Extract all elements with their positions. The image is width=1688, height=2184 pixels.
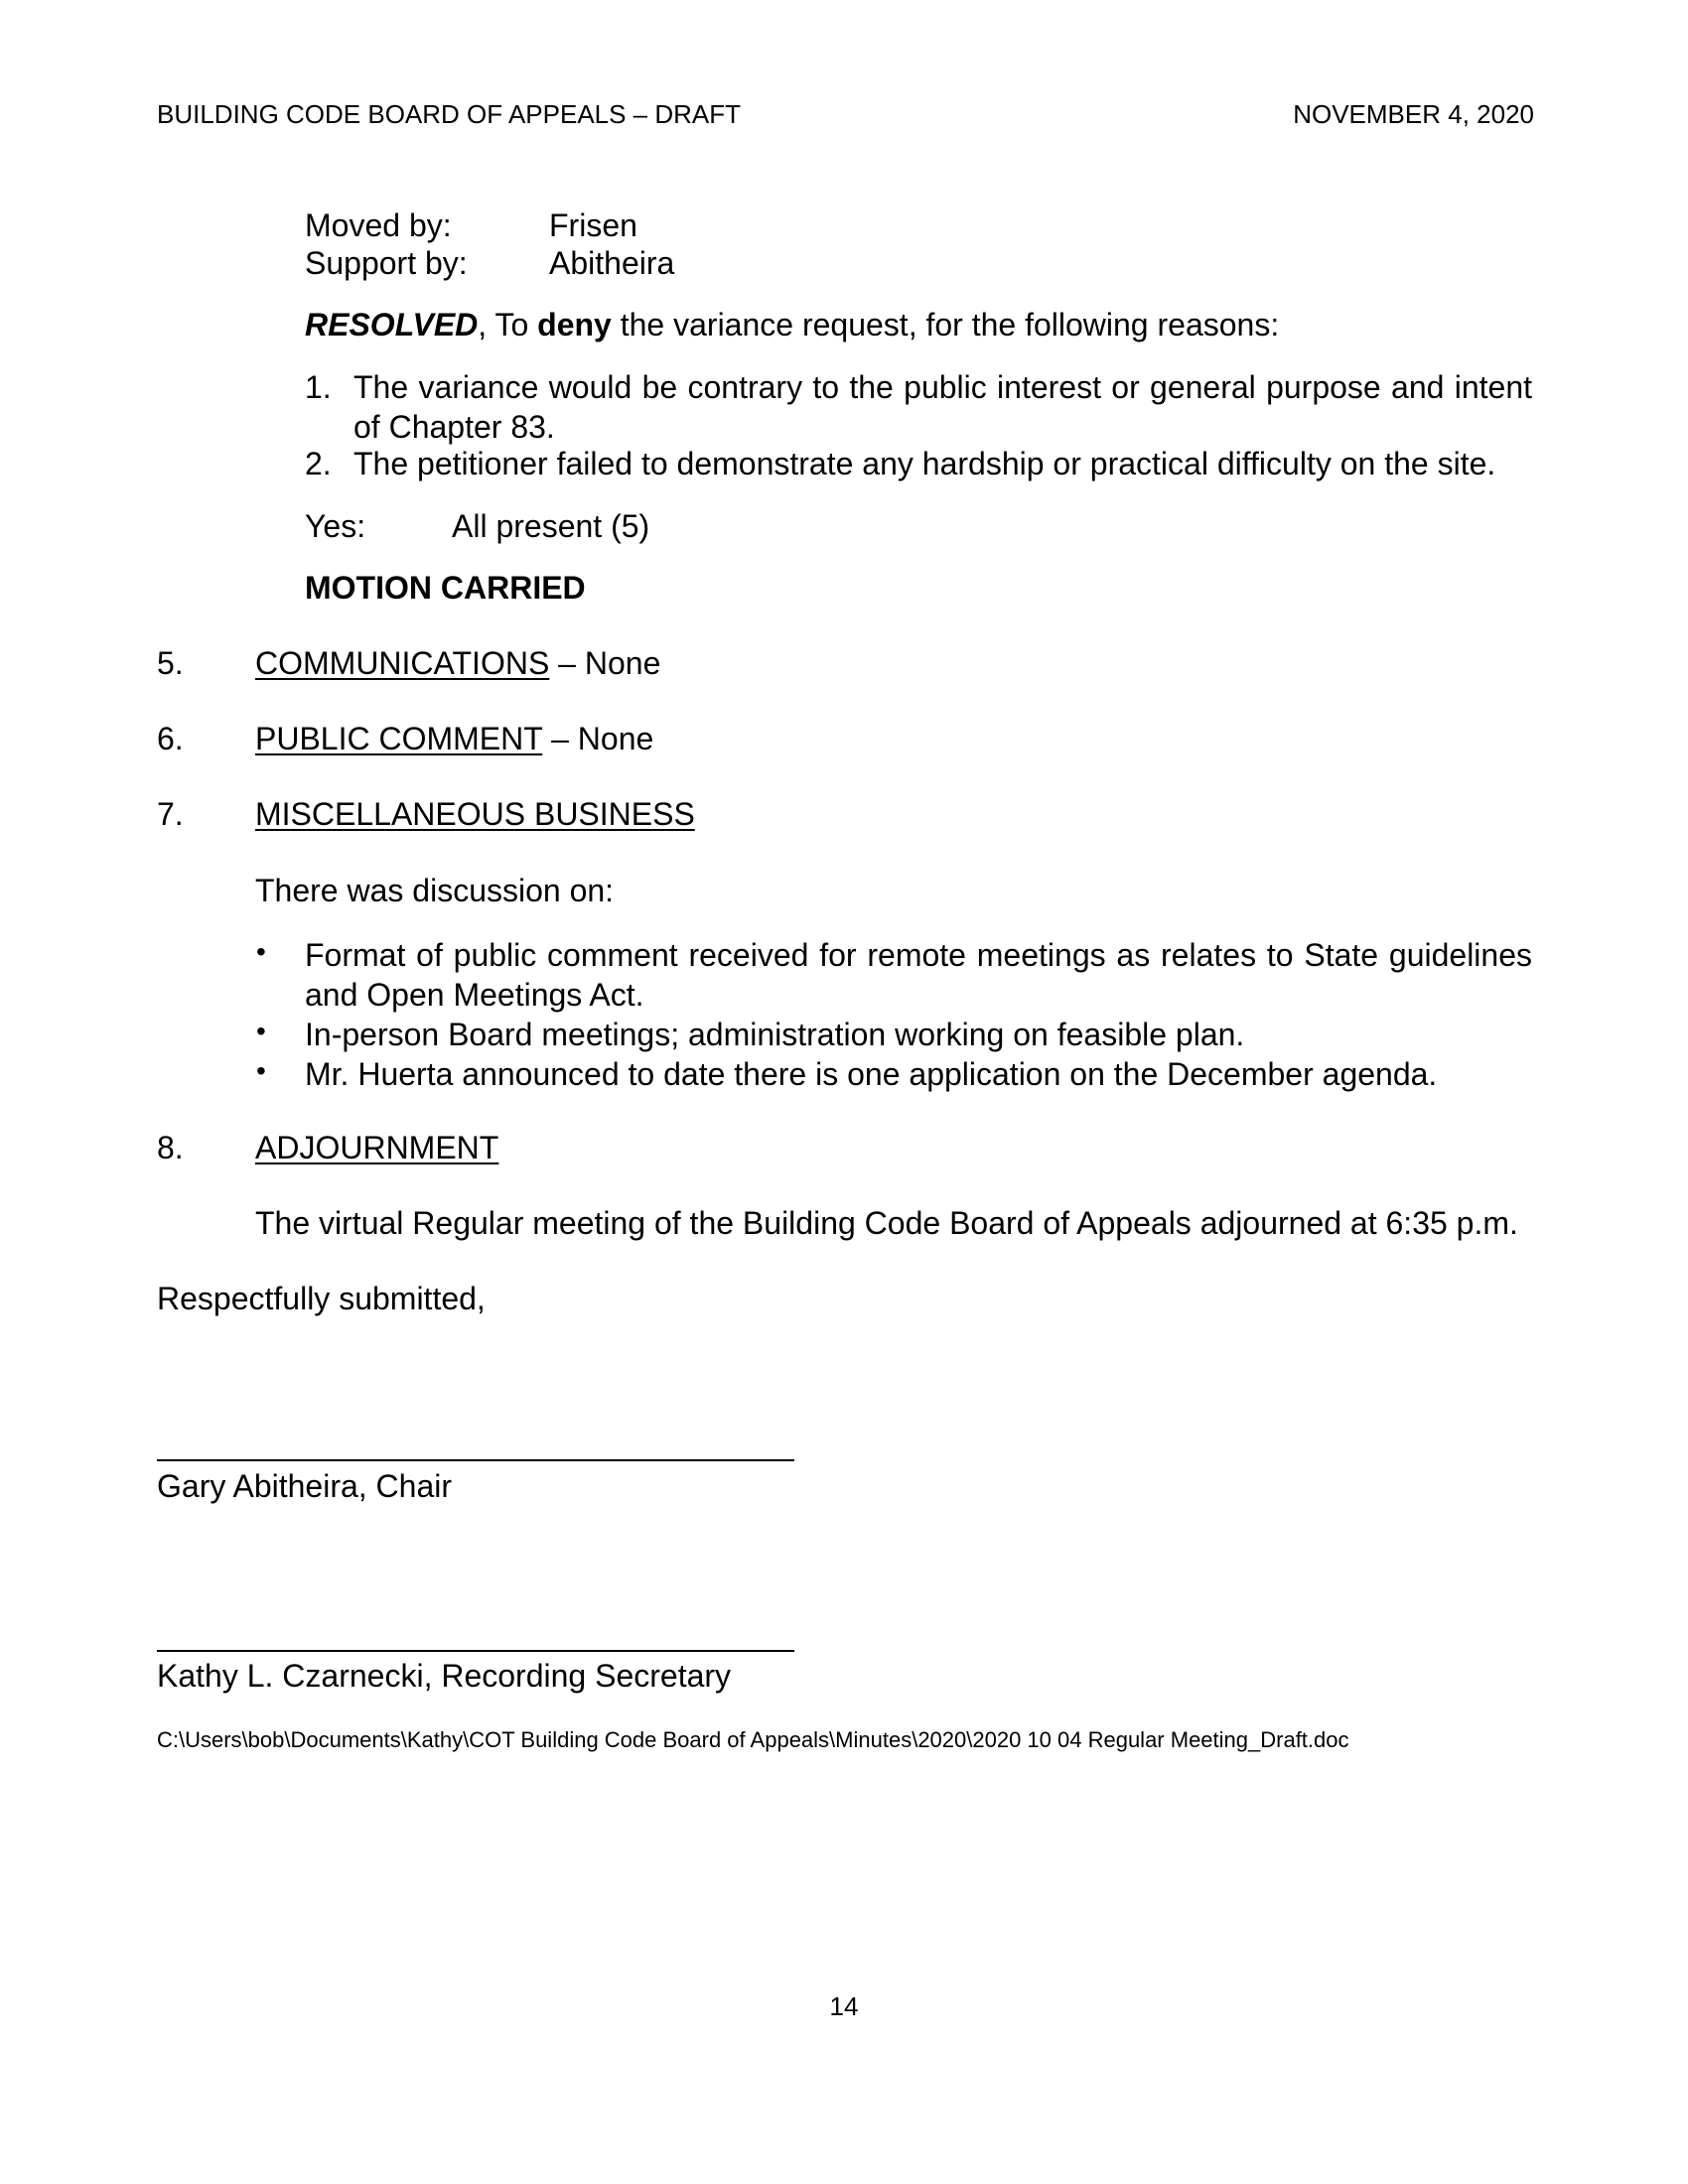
- resolved-word: RESOLVED: [305, 307, 479, 342]
- bullet-dot-icon: •: [256, 936, 266, 967]
- closing-text: Respectfully submitted,: [157, 1281, 486, 1316]
- moved-by-label: Moved by:: [305, 207, 452, 243]
- section-suffix: – None: [542, 721, 654, 756]
- misc-intro: There was discussion on:: [255, 873, 615, 908]
- resolved-statement: [305, 305, 1279, 344]
- section-number: 7.: [157, 796, 184, 832]
- page-number: 14: [829, 1991, 859, 2021]
- signature-line: [157, 1459, 794, 1461]
- signature-chair: Gary Abitheira, Chair: [157, 1468, 453, 1504]
- bullet-dot-icon: •: [256, 1016, 266, 1046]
- support-by-value: Abitheira: [549, 245, 675, 281]
- misc-bullet-item: Mr. Huerta announced to date there is one application on the December agenda.: [305, 1056, 1438, 1092]
- section-number: 5.: [157, 645, 184, 681]
- file-path: C:\Users\bob\Documents\Kathy\COT Building Code Board of Appeals\Minutes\2020\2020 10 04 Regular Meeting_Draft.doc: [157, 1727, 1349, 1752]
- section-title: ADJOURNMENT: [255, 1130, 499, 1165]
- section-number: 8.: [157, 1130, 184, 1165]
- adjournment-text: The virtual Regular meeting of the Building Code Board of Appeals adjourned at 6:35 p.m.: [255, 1205, 1518, 1241]
- header-title: BUILDING CODE BOARD OF APPEALS – DRAFT: [157, 99, 742, 129]
- reason-number: 1.: [305, 369, 332, 405]
- yes-value: All present (5): [452, 508, 650, 544]
- support-by-label: Support by:: [305, 245, 468, 281]
- resolved-rest: the variance request, for the following reasons:: [611, 307, 1280, 342]
- deny-word: deny: [537, 307, 612, 342]
- yes-label: Yes:: [305, 508, 366, 544]
- section-title: PUBLIC COMMENT: [255, 721, 543, 756]
- reason-text: The petitioner failed to demonstrate any hardship or practical difficulty on the site.: [353, 446, 1496, 481]
- reason-number: 2.: [305, 446, 332, 481]
- bullet-dot-icon: •: [256, 1055, 266, 1086]
- signature-line: [157, 1650, 794, 1652]
- section-communications: [255, 643, 660, 683]
- resolved-mid: , To: [478, 307, 538, 342]
- section-number: 6.: [157, 721, 184, 756]
- signature-secretary: Kathy L. Czarnecki, Recording Secretary: [157, 1658, 732, 1694]
- moved-by-value: Frisen: [549, 207, 637, 243]
- misc-bullet-item: Format of public comment received for remote meetings as relates to State guidelines and Open Meetings Act.: [305, 937, 1532, 1013]
- reason-text: The variance would be contrary to the public interest or general purpose and intent of Chapter 83.: [353, 369, 1532, 445]
- motion-result: MOTION CARRIED: [305, 570, 586, 606]
- section-title: COMMUNICATIONS: [255, 645, 550, 681]
- misc-bullet-item: In-person Board meetings; administration working on feasible plan.: [305, 1017, 1245, 1052]
- section-title: MISCELLANEOUS BUSINESS: [255, 796, 695, 832]
- header-date: NOVEMBER 4, 2020: [1293, 99, 1534, 129]
- section-suffix: – None: [549, 645, 661, 681]
- section-public-comment: [255, 719, 653, 758]
